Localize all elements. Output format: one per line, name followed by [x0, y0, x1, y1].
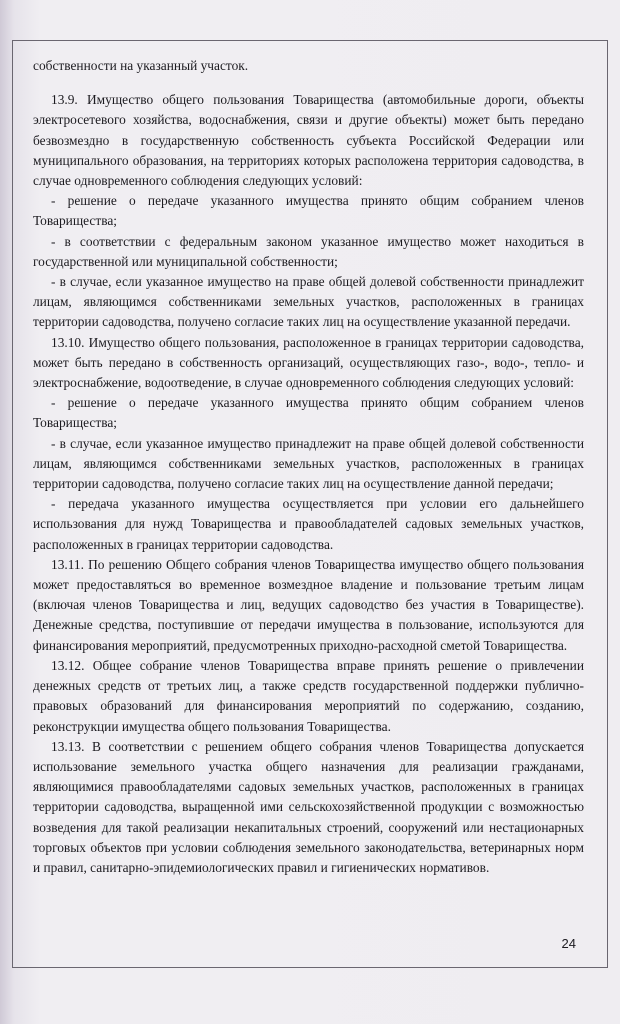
list-item-condition: - передача указанного имущества осуществляется при условии его дальнейшего использования для нужд Товарищества и правообладателей садовых земельных участков, расположенных в границах территории садоводства.: [33, 496, 584, 552]
paragraph-13-12: 13.12. Общее собрание членов Товарищества вправе принять решение о привлечении денежных средств от третьих лиц, а также средств государственной поддержки публично-правовых образований для финансирования мероприятий по содержанию, созданию, реконструкции имущества общего пользования Товарищества.: [33, 657, 584, 734]
paragraph-continuation: собственности на указанный участок.: [33, 58, 249, 73]
paragraph-13-9: 13.9. Имущество общего пользования Товарищества (автомобильные дороги, объекты электросетевого хозяйства, водоснабжения, связи и другие объекты) может быть передано безвозмездно в государственную собственность субъекта Российской Федерации или муниципального образования, на территориях которых расположена территория садоводства, в случае одновременного соблюдения следующих условий:: [33, 92, 584, 189]
list-item-condition: - решение о передаче указанного имущества принято общим собранием членов Товарищества;: [33, 193, 584, 229]
list-item-condition: - в случае, если указанное имущество на праве общей долевой собственности принадлежит лицам, являющимся собственниками земельных участков, расположенных в границах территории садоводства, получено согласие таких лиц на осуществление указанной передачи.: [33, 274, 584, 330]
list-item-condition: - в случае, если указанное имущество принадлежит на праве общей долевой собственности лицам, являющимся собственниками земельных участков, расположенных в границах территории садоводства, получено согласие таких лиц на осуществление данной передачи;: [33, 435, 584, 492]
list-item-condition: - в соответствии с федеральным законом указанное имущество может находиться в государственной или муниципальной собственности;: [33, 233, 584, 269]
paragraph-13-13: 13.13. В соответствии с решением общего собрания членов Товарищества допускается использование земельного участка общего назначения для реализации гражданами, являющимися правообладателями садовых земельных участков, расположенных в границах территории садоводства, выращенной ими сельскохозяйственной продукции с возможностью возведения для такой реализации некапитальных строений, сооружений или нестационарных торговых объектов при условии соблюдения земельного законодательства, ветеринарных норм и правил, санитарно-эпидемиологических правил и гигиенических нормативов.: [33, 738, 584, 875]
paragraph-13-11: 13.11. По решению Общего собрания членов Товарищества имущество общего пользования может предоставляться во временное возмездное владение и пользование третьим лицам (включая членов Товарищества и лиц, ведущих садоводство без участия в Товариществе). Денежные средства, поступившие от передачи имущества в пользование, используются для финансирования мероприятий, предусмотренных приходно-расходной сметой Товарищества.: [33, 556, 584, 653]
list-item-condition: - решение о передаче указанного имущества принято общим собранием членов Товарищества;: [33, 395, 584, 431]
page-number: 24: [561, 936, 576, 951]
paragraph-13-10: 13.10. Имущество общего пользования, расположенное в границах территории садоводства, может быть передано в собственность организаций, осуществляющих газо-, водо-, тепло- и электроснабжение, водоотведение, в случае одновременного соблюдения следующих условий:: [33, 334, 584, 391]
document-body: [33, 56, 584, 878]
